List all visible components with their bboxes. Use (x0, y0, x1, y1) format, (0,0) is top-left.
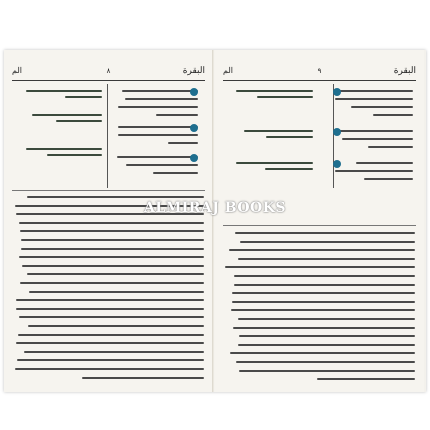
commentary-line (24, 351, 204, 353)
left-page-number: ٨ (106, 67, 111, 75)
translation-line (336, 130, 413, 132)
verse-number-marker (190, 124, 198, 132)
translation-line (118, 134, 198, 136)
verse-number-marker (190, 154, 198, 162)
commentary-line (238, 344, 415, 346)
commentary-line (27, 196, 204, 198)
translation-line (118, 126, 198, 128)
translation-line (153, 172, 198, 174)
commentary-line (238, 258, 415, 260)
arabic-verse-line (266, 136, 313, 138)
translation-line (168, 142, 198, 144)
translation-line (356, 162, 413, 164)
commentary-line (20, 282, 204, 284)
verse-number-marker (190, 88, 198, 96)
translation-line (156, 114, 198, 116)
translation-line (117, 156, 198, 158)
commentary-line (28, 325, 204, 327)
arabic-verse-line (265, 168, 313, 170)
commentary-line (20, 230, 204, 232)
left-section-divider (12, 190, 205, 191)
arabic-verse-line (47, 154, 102, 156)
right-header-surah: الم (223, 66, 233, 75)
commentary-line (234, 284, 415, 286)
commentary-line (317, 378, 415, 380)
arabic-verse-line (236, 90, 313, 92)
commentary-line (240, 241, 415, 243)
commentary-line (16, 308, 204, 310)
commentary-line (238, 318, 415, 320)
book-spread (4, 50, 426, 392)
commentary-line (225, 266, 415, 268)
translation-line (364, 178, 413, 180)
commentary-line (16, 342, 204, 344)
commentary-line (232, 301, 415, 303)
translation-line (125, 98, 198, 100)
arabic-verse-line (236, 162, 313, 164)
right-page-header (223, 66, 416, 81)
right-header-title: البقرة (393, 66, 416, 76)
translation-line (122, 90, 198, 92)
commentary-line (21, 239, 204, 241)
left-page (4, 50, 214, 392)
translation-line (335, 98, 413, 100)
arabic-verse-line (244, 130, 313, 132)
commentary-line (15, 368, 204, 370)
commentary-line (82, 377, 204, 379)
arabic-verse-line (26, 148, 102, 150)
commentary-line (232, 292, 415, 294)
verse-number-marker (333, 88, 341, 96)
arabic-verse-line (56, 120, 102, 122)
commentary-line (19, 316, 204, 318)
verse-number-marker (333, 160, 341, 168)
translation-line (118, 106, 198, 108)
commentary-line (27, 273, 204, 275)
translation-line (335, 170, 413, 172)
commentary-line (29, 291, 204, 293)
translation-line (373, 114, 413, 116)
commentary-line (229, 249, 415, 251)
arabic-verse-line (257, 96, 313, 98)
left-arabic-column (12, 84, 108, 188)
watermark-text: ALMIRAJ BOOKS (143, 200, 286, 216)
commentary-line (230, 352, 415, 354)
arabic-verse-line (32, 114, 102, 116)
commentary-line (239, 335, 415, 337)
commentary-line (231, 309, 415, 311)
translation-line (342, 138, 413, 140)
left-header-title: البقرة (182, 66, 205, 76)
translation-line (126, 164, 198, 166)
commentary-line (17, 359, 204, 361)
left-header-surah: الم (12, 66, 22, 75)
right-section-divider (223, 225, 416, 226)
commentary-line (22, 265, 204, 267)
translation-line (351, 106, 413, 108)
commentary-line (239, 370, 415, 372)
right-page-number: ٩ (317, 67, 322, 75)
commentary-line (18, 334, 204, 336)
commentary-line (236, 361, 415, 363)
commentary-line (235, 232, 415, 234)
commentary-line (19, 222, 204, 224)
translation-line (338, 90, 413, 92)
translation-line (368, 146, 413, 148)
commentary-line (234, 275, 415, 277)
commentary-line (16, 299, 204, 301)
arabic-verse-line (65, 96, 102, 98)
verse-number-marker (333, 128, 341, 136)
arabic-verse-line (26, 90, 102, 92)
commentary-line (233, 327, 415, 329)
left-page-header (12, 66, 205, 81)
right-page (215, 50, 424, 392)
commentary-line (19, 256, 204, 258)
commentary-line (21, 248, 204, 250)
